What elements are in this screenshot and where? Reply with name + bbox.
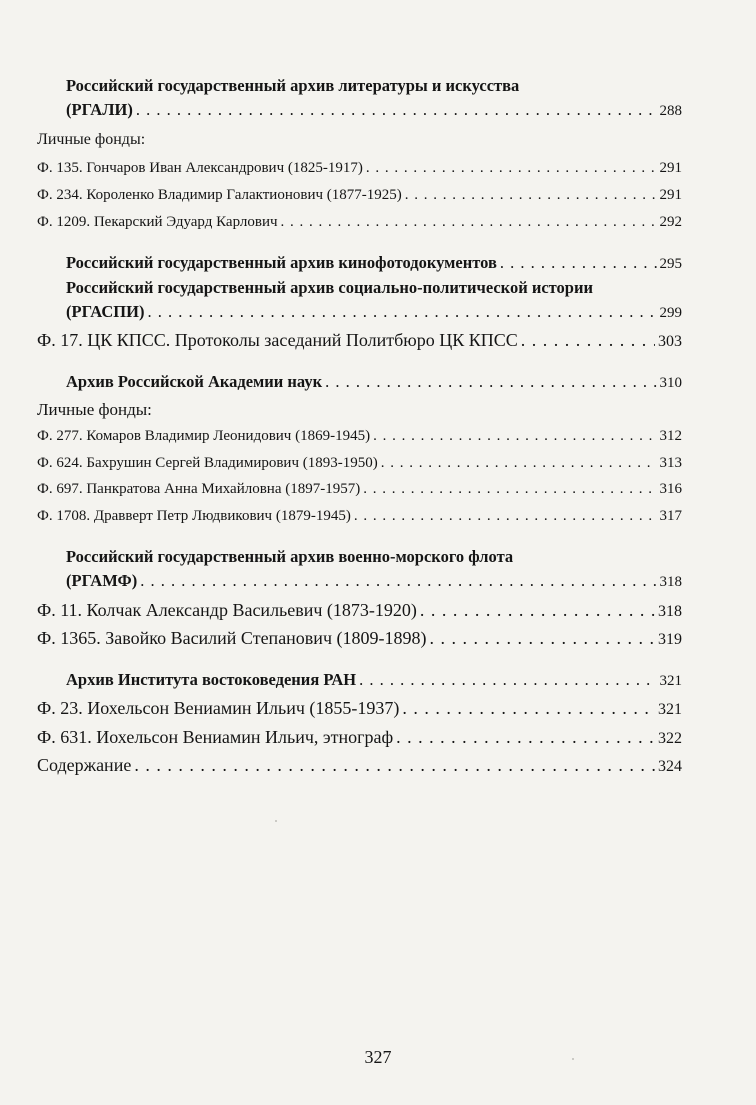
dot-leader <box>134 755 655 776</box>
dot-leader <box>396 727 655 748</box>
toc-entry[interactable] <box>37 727 682 748</box>
dot-leader <box>366 160 657 177</box>
page-ref: 322 <box>658 730 682 747</box>
dot-leader <box>281 214 657 231</box>
entry-text: Ф. 11. Колчак Александр Васильевич (1873-1920) <box>37 600 417 620</box>
dot-leader <box>429 628 655 649</box>
toc-entry-rgamf[interactable] <box>66 571 682 591</box>
toc-entry[interactable] <box>37 160 682 177</box>
entry-text: Ф. 1708. Дравверт Петр Людвикович (1879-1945) <box>37 508 351 524</box>
section-title-rgamf: Российский государственный архив военно-морского флота <box>66 547 514 566</box>
toc-entry-rgakfd[interactable] <box>66 253 682 273</box>
page-ref: 288 <box>659 103 682 119</box>
dot-leader <box>325 372 656 392</box>
toc-entry[interactable] <box>37 330 682 351</box>
dot-leader <box>354 508 657 525</box>
toc-entry-rgaspi[interactable] <box>66 302 682 322</box>
toc-entry-rgali[interactable] <box>66 100 682 120</box>
dot-leader <box>381 455 657 472</box>
dot-leader <box>373 428 656 445</box>
toc-entry[interactable] <box>37 508 682 525</box>
personal-funds-label: Личные фонды: <box>37 400 152 419</box>
entry-text: Ф. 277. Комаров Владимир Леонидович (1869-1945) <box>37 428 371 444</box>
section-title-ivran: Архив Института востоковедения РАН <box>66 670 357 689</box>
entry-text: Ф. 135. Гончаров Иван Александрович (1825-1917) <box>37 160 363 176</box>
entry-text: Ф. 624. Бахрушин Сергей Владимирович (1893-1950) <box>37 455 378 471</box>
toc-entry[interactable] <box>37 600 682 621</box>
entry-text: Ф. 631. Иохельсон Вениамин Ильич, этнограф <box>37 727 394 747</box>
entry-text: Ф. 1209. Пекарский Эдуард Карлович <box>37 214 278 230</box>
page-ref: 321 <box>658 701 682 718</box>
dot-leader <box>140 571 656 591</box>
page-ref: 299 <box>659 305 682 321</box>
toc-entry-ivran[interactable] <box>66 670 682 690</box>
scan-speck <box>275 820 277 822</box>
section-title-ran: Архив Российской Академии наук <box>66 372 323 391</box>
toc-entry[interactable] <box>37 214 682 231</box>
dot-leader <box>420 600 655 621</box>
section-title-rgamf-abbr: (РГАМФ) <box>66 571 138 590</box>
toc-entry-ran[interactable] <box>66 372 682 392</box>
page-ref: 291 <box>659 160 682 176</box>
entry-text: Ф. 234. Короленко Владимир Галактионович (1877-1925) <box>37 187 402 203</box>
toc-entry[interactable] <box>37 455 682 472</box>
dot-leader <box>136 100 657 120</box>
page-ref: 312 <box>659 428 682 444</box>
entry-text: Ф. 23. Иохельсон Вениамин Ильич (1855-1937) <box>37 698 400 718</box>
personal-funds-label: Личные фонды: <box>37 131 146 148</box>
section-title-rgaspi: Российский государственный архив социально-политической истории <box>66 278 593 297</box>
page-ref: 316 <box>659 481 682 497</box>
page-ref: 317 <box>659 508 682 524</box>
toc-entry[interactable] <box>37 428 682 445</box>
toc-entry[interactable] <box>37 628 682 649</box>
section-title-rgakfd: Российский государственный архив кинофотодокументов <box>66 253 497 272</box>
page-ref: 319 <box>658 631 682 648</box>
page-number: 327 <box>364 1047 392 1067</box>
dot-leader <box>359 670 656 690</box>
page-ref: 313 <box>659 455 682 471</box>
toc-entry[interactable] <box>37 187 682 204</box>
dot-leader <box>147 302 656 322</box>
page-ref: 318 <box>659 574 682 590</box>
page-ref: 324 <box>658 758 682 775</box>
dot-leader <box>521 330 655 351</box>
page-ref: 295 <box>659 256 682 272</box>
section-title-rgaspi-abbr: (РГАСПИ) <box>66 302 145 321</box>
dot-leader <box>363 481 656 498</box>
toc-entry[interactable] <box>37 481 682 498</box>
entry-text: Ф. 697. Панкратова Анна Михайловна (1897-1957) <box>37 481 361 497</box>
page-ref: 318 <box>658 603 682 620</box>
dot-leader <box>402 698 655 719</box>
entry-text: Ф. 17. ЦК КПСС. Протоколы заседаний Политбюро ЦК КПСС <box>37 330 518 350</box>
page-ref: 310 <box>659 375 682 391</box>
entry-text: Содержание <box>37 755 132 775</box>
dot-leader <box>405 187 657 204</box>
section-title-rgali: Российский государственный архив литературы и искусства <box>66 76 520 95</box>
page-ref: 291 <box>659 187 682 203</box>
page-ref: 321 <box>659 673 682 689</box>
page-ref: 292 <box>659 214 682 230</box>
toc-entry[interactable] <box>37 698 682 719</box>
section-title-rgali-abbr: (РГАЛИ) <box>66 100 133 119</box>
entry-text: Ф. 1365. Завойко Василий Степанович (1809-1898) <box>37 628 427 648</box>
scan-speck <box>572 1058 574 1060</box>
toc-entry-contents[interactable] <box>37 755 682 776</box>
dot-leader <box>500 253 657 273</box>
page-ref: 303 <box>658 333 682 350</box>
